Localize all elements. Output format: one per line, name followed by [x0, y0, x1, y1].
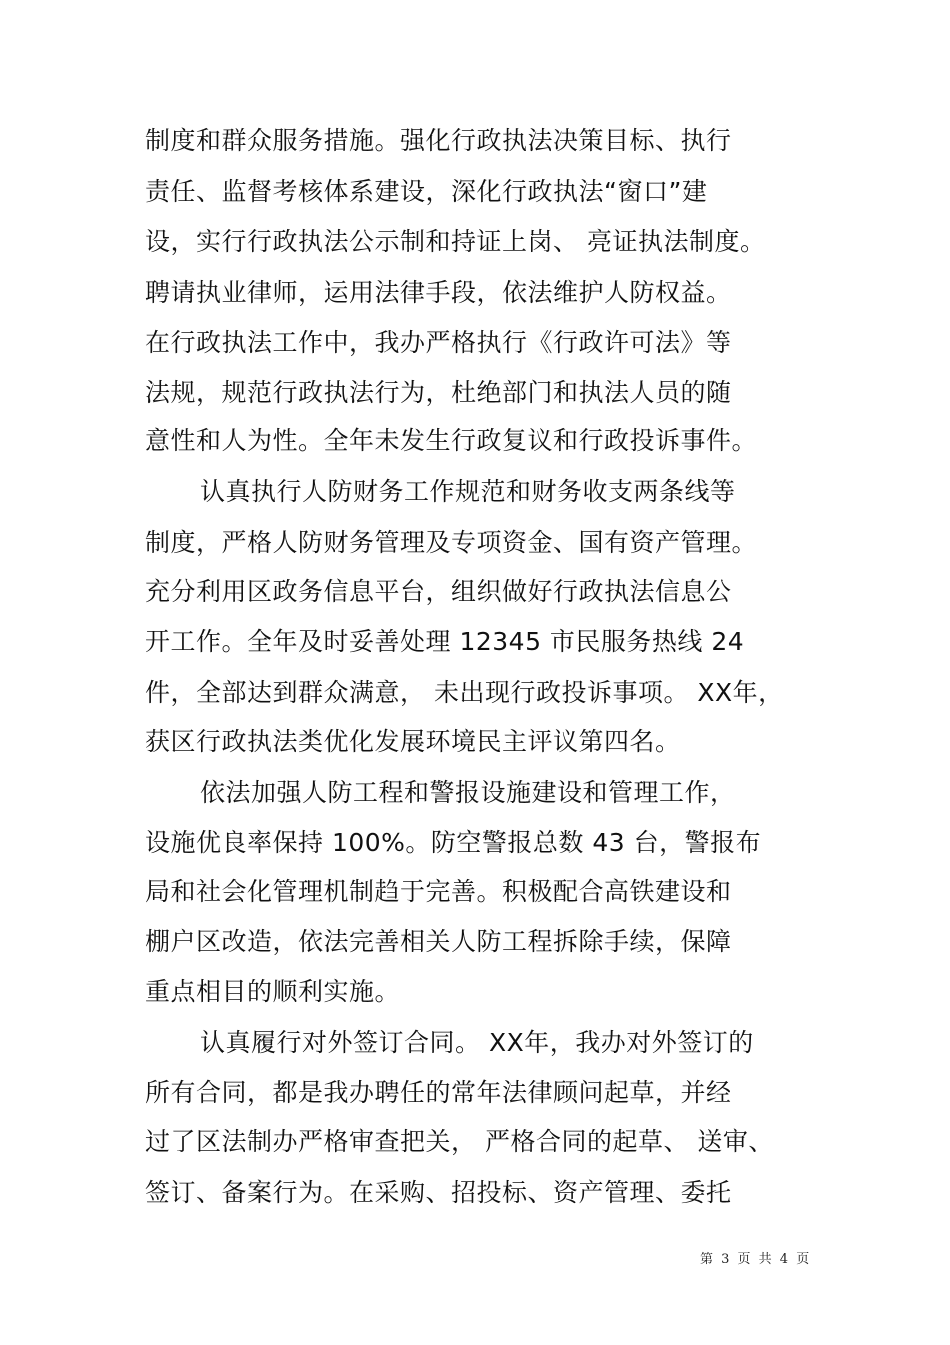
page-footer: 第 3 页 共 4 页 — [700, 1252, 812, 1267]
paragraph-first-line: 认真执行人防财务工作规范和财务收支两条线等 — [200, 477, 736, 506]
text-line: 开工作。全年及时妥善处理 12345 市民服务热线 24 — [145, 627, 745, 656]
text-line: 所有合同，都是我办聘任的常年法律顾问起草，并经 — [145, 1078, 732, 1107]
text-line: 设，实行行政执法公示制和持证上岗、 亮证执法制度。 — [145, 227, 766, 256]
text-line: 聘请执业律师，运用法律手段，依法维护人防权益。 — [145, 278, 732, 307]
text-line: 充分利用区政务信息平台，组织做好行政执法信息公 — [145, 577, 732, 606]
text-line: 制度和群众服务措施。强化行政执法决策目标、执行 — [145, 126, 732, 155]
text-line: 局和社会化管理机制趋于完善。积极配合高铁建设和 — [145, 877, 732, 906]
text-line: 签订、备案行为。在采购、招投标、资产管理、委托 — [145, 1178, 732, 1207]
text-line: 意性和人为性。全年未发生行政复议和行政投诉事件。 — [145, 426, 758, 455]
paragraph-first-line: 认真履行对外签订合同。 XX年，我办对外签订的 — [200, 1028, 754, 1057]
text-line: 责任、监督考核体系建设，深化行政执法“窗口”建 — [145, 177, 708, 206]
paragraph-first-line: 依法加强人防工程和警报设施建设和管理工作， — [200, 778, 736, 807]
text-line: 获区行政执法类优化发展环境民主评议第四名。 — [145, 727, 681, 756]
text-line: 棚户区改造，依法完善相关人防工程拆除手续，保障 — [145, 927, 732, 956]
text-line: 设施优良率保持 100%。防空警报总数 43 台，警报布 — [145, 828, 762, 857]
text-line: 过了区法制办严格审查把关， 严格合同的起草、 送审、 — [145, 1127, 774, 1156]
text-line: 在行政执法工作中，我办严格执行《行政许可法》等 — [145, 328, 732, 357]
text-line: 重点相目的顺利实施。 — [145, 977, 401, 1006]
text-line: 法规，规范行政执法行为，杜绝部门和执法人员的随 — [145, 378, 732, 407]
text-line: 件，全部达到群众满意， 未出现行政投诉事项。 XX年， — [145, 678, 784, 707]
text-line: 制度，严格人防财务管理及专项资金、国有资产管理。 — [145, 528, 758, 557]
